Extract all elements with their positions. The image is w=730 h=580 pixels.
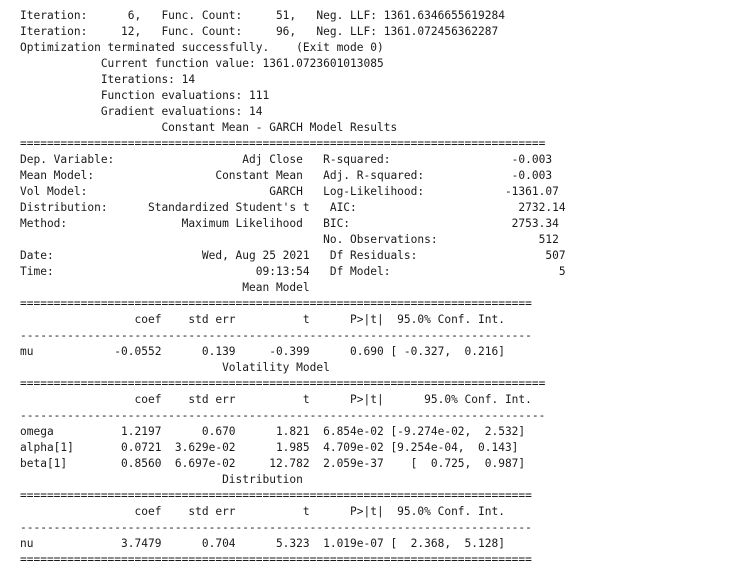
summary-row: Vol Model: GARCH Log-Likelihood: -1361.07 (20, 185, 559, 198)
separator-single: ---------------------------------------------------------------------------- (20, 329, 532, 342)
console-line: Function evaluations: 111 (20, 89, 270, 102)
table-row: nu 3.7479 0.704 5.323 1.019e-07 [ 2.368, 5.128] (20, 537, 505, 550)
table-row: omega 1.2197 0.670 1.821 6.854e-02 [-9.274e-02, 2.532] (20, 425, 526, 438)
separator-single: ---------------------------------------------------------------------------- (20, 521, 532, 534)
summary-row: Dep. Variable: Adj Close R-squared: -0.003 (20, 153, 553, 166)
summary-row: No. Observations: 512 (20, 233, 559, 246)
table-row: alpha[1] 0.0721 3.629e-02 1.985 4.709e-02 [9.254e-04, 0.143] (20, 441, 519, 454)
table-header: coef std err t P>|t| 95.0% Conf. Int. (20, 505, 505, 518)
table-header: coef std err t P>|t| 95.0% Conf. Int. (20, 393, 532, 406)
summary-row: Method: Maximum Likelihood BIC: 2753.34 (20, 217, 559, 230)
console-line: Iteration: 12, Func. Count: 96, Neg. LLF: 1361.072456362287 (20, 25, 499, 38)
console-line: Gradient evaluations: 14 (20, 105, 263, 118)
separator-double: ============================================================================== (20, 377, 546, 390)
section-title: Volatility Model (20, 361, 330, 374)
table-row: beta[1] 0.8560 6.697e-02 12.782 2.059e-37 [ 0.725, 0.987] (20, 457, 526, 470)
console-line: Iterations: 14 (20, 73, 196, 86)
section-title: Distribution (20, 473, 303, 486)
console-line: Iteration: 6, Func. Count: 51, Neg. LLF: 1361.6346655619284 (20, 9, 505, 22)
console-line: Optimization terminated successfully. (Exit mode 0) (20, 41, 384, 54)
console-output (20, 8, 566, 568)
summary-row: Date: Wed, Aug 25 2021 Df Residuals: 507 (20, 249, 566, 262)
separator-double: ============================================================================== (20, 137, 546, 150)
console-line: Current function value: 1361.0723601013085 (20, 57, 384, 70)
summary-row: Distribution: Standardized Student's t AIC: 2732.14 (20, 201, 566, 214)
separator-single: ------------------------------------------------------------------------------ (20, 409, 546, 422)
summary-row: Mean Model: Constant Mean Adj. R-squared: -0.003 (20, 169, 553, 182)
separator-double: ============================================================================ (20, 297, 532, 310)
table-row: mu -0.0552 0.139 -0.399 0.690 [ -0.327, 0.216] (20, 345, 505, 358)
separator-double: ============================================================================ (20, 553, 532, 566)
summary-row: Time: 09:13:54 Df Model: 5 (20, 265, 566, 278)
results-title: Constant Mean - GARCH Model Results (20, 121, 398, 134)
section-title: Mean Model (20, 281, 310, 294)
separator-double: ============================================================================ (20, 489, 532, 502)
table-header: coef std err t P>|t| 95.0% Conf. Int. (20, 313, 505, 326)
